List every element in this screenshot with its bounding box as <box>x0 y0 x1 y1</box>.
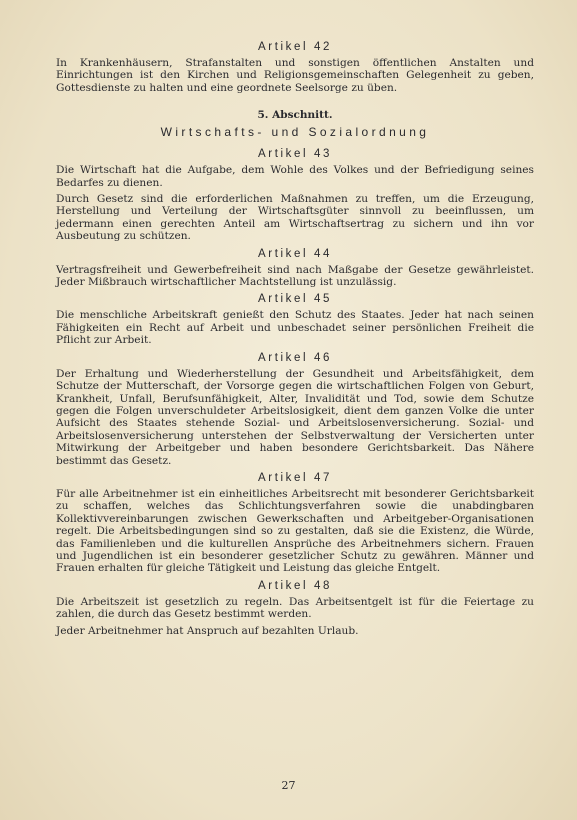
document-page <box>56 40 534 641</box>
article-heading: Artikel 46 <box>258 351 332 364</box>
article-heading: Artikel 44 <box>258 247 332 260</box>
article-paragraph: Vertragsfreiheit und Gewerbefreiheit sind nach Maßgabe der Gesetze gewährleistet. Jeder Mißbrauch wirtschaftlicher Machtstellung ist unzulässig. <box>56 263 534 289</box>
article-paragraph: Für alle Arbeitnehmer ist ein einheitliches Arbeitsrecht mit besonderer Gerichtsbarkeit zu schaffen, welches das Schlichtungsverfahren sowie die unabdingbaren Kollektivvereinbarungen zwischen Gewerkschaften und Arbeitgeber-Organisationen regelt. Die Arbeitsbedingungen sind so zu gestalten, daß sie die Existenz, die Würde, das Familienleben und die kulturellen Ansprüche des Arbeitnehmers sichern. Frauen und Jugendlichen ist ein besonderer gesetzlicher Schutz zu gewähren. Männer und Frauen erhalten für gleiche Tätigkeit und Leistung das gleiche Entgelt. <box>56 487 534 575</box>
article-paragraph: Die Wirtschaft hat die Aufgabe, dem Wohle des Volkes und der Befriedigung seines Bedarfes zu dienen. <box>56 164 534 189</box>
article-47 <box>56 471 534 575</box>
article-paragraph: Jeder Arbeitnehmer hat Anspruch auf bezahlten Urlaub. <box>56 624 359 637</box>
article-paragraph: In Krankenhäusern, Strafanstalten und sonstigen öffentlichen Anstalten und Einrichtungen ist den Kirchen und Religionsgemeinschaften Gelegenheit zu geben, Gottesdienste zu halten und eine geordnete Seelsorge zu üben. <box>56 57 534 94</box>
article-paragraph: Die menschliche Arbeitskraft genießt den Schutz des Staates. Jeder hat nach seinen Fähigkeiten ein Recht auf Arbeit und unbeschadet seiner persönlichen Freiheit die Pflicht zur Arbeit. <box>56 309 534 347</box>
article-44 <box>56 247 534 289</box>
section-number: 5. Abschnitt. <box>257 109 333 122</box>
article-heading: Artikel 47 <box>258 471 332 484</box>
article-paragraph: Durch Gesetz sind die erforderlichen Maßnahmen zu treffen, um die Erzeugung, Herstellung und Verteilung der Wirtschaftsgüter sinnvoll zu beeinflussen, um jedermann einen gerechten Anteil am Wirtschaftsertrag zu sichern und ihn vor Ausbeutung zu schützen. <box>56 193 534 243</box>
article-heading: Artikel 43 <box>258 148 332 161</box>
article-48 <box>56 579 534 637</box>
article-paragraph: Der Erhaltung und Wiederherstellung der Gesundheit und Arbeitsfähigkeit, dem Schutze der Mutterschaft, der Vorsorge gegen die wirtschaftlichen Folgen von Geburt, Krankheit, Unfall, Berufsunfähigkeit, Alter, Invalidität und Tod, sowie dem Schutze gegen die Folgen unverschuldeter Arbeitslosigkeit, dient dem ganzen Volke die unter Aufsicht des Staates stehende Sozial- und Arbeitslosenversicherung. Sozial- und Arbeitslosenversicherung unterstehen der Selbstverwaltung der Versicherten unter Mitwirkung der Arbeitgeber und haben besondere Gerichtsbarkeit. Das Nähere bestimmt das Gesetz. <box>56 367 534 467</box>
article-46 <box>56 351 534 467</box>
article-42 <box>56 40 534 94</box>
article-45 <box>56 292 534 346</box>
page-number: 27 <box>281 779 296 792</box>
article-43 <box>56 147 534 242</box>
article-paragraph: Die Arbeitszeit ist gesetzlich zu regeln. Das Arbeitsentgelt ist für die Feiertage zu zahlen, die durch das Gesetz bestimmt werden. <box>56 595 534 621</box>
article-heading: Artikel 48 <box>258 579 332 592</box>
section-title: Wirtschafts- und Sozialordnung <box>160 125 430 140</box>
article-heading: Artikel 42 <box>258 41 332 53</box>
article-heading: Artikel 45 <box>258 293 332 306</box>
